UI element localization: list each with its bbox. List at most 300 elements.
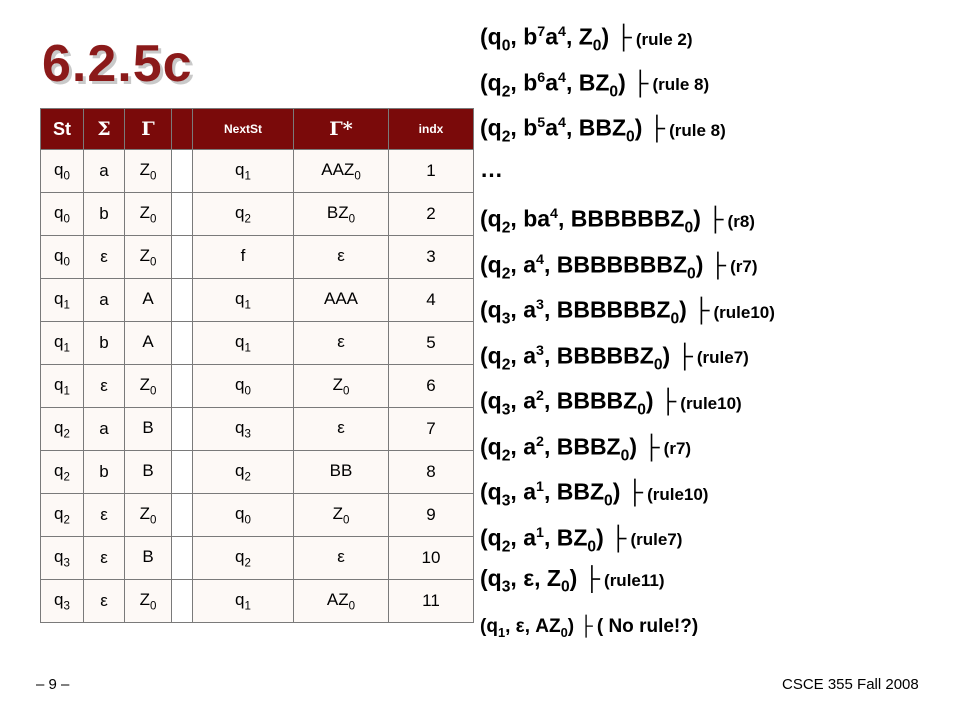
table-row bbox=[41, 408, 474, 451]
cell-next-state bbox=[193, 150, 294, 193]
step-rule-label: (rule7) bbox=[696, 348, 749, 368]
header-gamma: Γ bbox=[125, 109, 172, 150]
cell-stack-top bbox=[125, 537, 172, 580]
cell-state-text: q bbox=[54, 245, 64, 265]
cell-next-state bbox=[193, 580, 294, 623]
step-subscript: 0 bbox=[604, 492, 613, 510]
header-sigma: Σ bbox=[84, 109, 125, 150]
cell-state bbox=[41, 150, 84, 193]
step-rule-label: (rule10) bbox=[713, 302, 775, 322]
cell-index bbox=[389, 537, 474, 580]
cell-stack-top-subscript: 0 bbox=[149, 600, 157, 613]
cell-index bbox=[389, 193, 474, 236]
derivation-step bbox=[480, 556, 950, 602]
cell-state-subscript: 0 bbox=[63, 256, 70, 269]
cell-next-state bbox=[193, 451, 294, 494]
cell-input-symbol-text: ε bbox=[100, 376, 108, 395]
cell-state-text: q bbox=[54, 159, 64, 179]
cell-next-state-text: q bbox=[235, 503, 245, 523]
slide-title: 6.2.5c bbox=[42, 35, 193, 93]
cell-gap bbox=[172, 193, 193, 236]
cell-push-string-text: ε bbox=[337, 546, 345, 566]
step-rule-label: (r8) bbox=[727, 211, 755, 231]
header-index: indx bbox=[389, 109, 474, 150]
table-row bbox=[41, 150, 474, 193]
cell-stack-top-subscript: 0 bbox=[149, 256, 157, 269]
header-gamma-star: Γ* bbox=[294, 109, 389, 150]
step-text: (q bbox=[480, 205, 502, 232]
cell-state-text: q bbox=[54, 202, 64, 222]
cell-input-symbol bbox=[84, 494, 125, 537]
cell-next-state-text: q bbox=[235, 288, 245, 308]
cell-state bbox=[41, 451, 84, 494]
step-text: (q bbox=[480, 296, 502, 323]
step-text: , a bbox=[510, 524, 536, 551]
step-superscript: 1 bbox=[536, 479, 544, 495]
cell-push-string-text: ε bbox=[337, 417, 345, 437]
cell-input-symbol bbox=[84, 322, 125, 365]
cell-state bbox=[41, 580, 84, 623]
cell-input-symbol bbox=[84, 150, 125, 193]
cell-state-subscript: 1 bbox=[63, 342, 70, 355]
cell-push-string bbox=[294, 451, 389, 494]
cell-index-text: 6 bbox=[426, 376, 436, 395]
cell-stack-top bbox=[125, 236, 172, 279]
cell-input-symbol-text: a bbox=[99, 161, 109, 180]
step-text: (q bbox=[480, 524, 502, 551]
cell-stack-top-text: A bbox=[142, 331, 154, 351]
step-text: , BZ bbox=[543, 524, 588, 551]
step-text: , BZ bbox=[565, 69, 610, 96]
cell-state bbox=[41, 322, 84, 365]
step-rule-label: (r7) bbox=[730, 257, 758, 277]
step-text: , a bbox=[510, 296, 536, 323]
cell-push-string-text: BZ bbox=[326, 202, 349, 222]
cell-next-state-subscript: 1 bbox=[244, 342, 251, 355]
step-text: ) ├ bbox=[695, 251, 727, 278]
cell-state-text: q bbox=[54, 331, 64, 351]
step-subscript: 0 bbox=[687, 264, 696, 282]
step-text: , BBBBBZ bbox=[543, 342, 654, 369]
cell-state-text: q bbox=[54, 288, 64, 308]
cell-gap bbox=[172, 408, 193, 451]
step-subscript: 0 bbox=[626, 128, 635, 146]
cell-next-state-text: f bbox=[240, 245, 246, 265]
step-text: , BBBBBBZ bbox=[557, 205, 685, 232]
cell-next-state-subscript: 2 bbox=[244, 557, 251, 570]
cell-push-string bbox=[294, 494, 389, 537]
cell-stack-top-subscript: 0 bbox=[149, 385, 157, 398]
step-subscript: 0 bbox=[609, 82, 619, 100]
step-text: (q bbox=[480, 387, 502, 414]
step-subscript: 0 bbox=[670, 310, 680, 328]
cell-state-subscript: 2 bbox=[63, 471, 70, 484]
step-subscript: 0 bbox=[684, 219, 694, 237]
step-text: (q bbox=[480, 114, 502, 141]
cell-state bbox=[41, 193, 84, 236]
step-text: ) ├ bbox=[629, 433, 660, 460]
cell-next-state-subscript: 1 bbox=[244, 170, 251, 183]
step-text: , b bbox=[510, 23, 538, 50]
cell-index bbox=[389, 494, 474, 537]
header-state: St bbox=[41, 109, 84, 150]
step-superscript: 4 bbox=[558, 69, 566, 86]
derivation-step bbox=[480, 101, 950, 147]
cell-input-symbol-text: a bbox=[99, 290, 109, 309]
step-superscript: 7 bbox=[537, 24, 546, 40]
cell-push-string bbox=[294, 193, 389, 236]
cell-push-string-text: AAA bbox=[323, 288, 359, 308]
cell-state-text: q bbox=[54, 417, 64, 437]
step-superscript: 3 bbox=[536, 342, 544, 359]
cell-input-symbol-text: a bbox=[99, 419, 109, 438]
table-row bbox=[41, 451, 474, 494]
step-rule-label: ( No rule!?) bbox=[596, 615, 699, 637]
step-subscript: 0 bbox=[560, 624, 568, 640]
cell-state bbox=[41, 494, 84, 537]
cell-next-state-text: q bbox=[235, 460, 245, 480]
derivation-step bbox=[480, 56, 950, 102]
header-gap bbox=[172, 109, 193, 150]
step-subscript: 0 bbox=[560, 578, 570, 596]
step-subscript: 2 bbox=[501, 355, 511, 373]
step-text: ) ├ bbox=[612, 478, 644, 505]
step-superscript: 3 bbox=[536, 297, 544, 313]
cell-gap bbox=[172, 279, 193, 322]
derivation-step bbox=[480, 147, 950, 193]
cell-push-string bbox=[294, 408, 389, 451]
cell-index bbox=[389, 365, 474, 408]
step-text: , a bbox=[510, 342, 536, 369]
step-text: (q bbox=[480, 251, 502, 278]
cell-stack-top bbox=[125, 408, 172, 451]
step-text: (q bbox=[480, 615, 498, 637]
step-text: , a bbox=[510, 478, 536, 505]
step-text: , Z bbox=[565, 23, 593, 50]
step-subscript: 2 bbox=[501, 219, 511, 237]
cell-input-symbol bbox=[84, 408, 125, 451]
cell-state-subscript: 0 bbox=[63, 213, 70, 226]
cell-next-state-subscript: 0 bbox=[244, 514, 251, 527]
cell-state-subscript: 0 bbox=[63, 170, 70, 183]
step-superscript: 2 bbox=[536, 433, 544, 450]
step-text: (q bbox=[480, 433, 502, 460]
step-subscript: 0 bbox=[501, 37, 511, 55]
cell-stack-top-text: Z bbox=[139, 245, 150, 265]
cell-input-symbol-text: b bbox=[99, 333, 109, 352]
cell-next-state bbox=[193, 494, 294, 537]
cell-index-text: 3 bbox=[426, 247, 436, 266]
step-text: ) ├ bbox=[679, 296, 710, 323]
step-rule-label: (rule7) bbox=[630, 530, 683, 550]
cell-index bbox=[389, 451, 474, 494]
step-superscript: 2 bbox=[536, 388, 544, 404]
cell-push-string-subscript: 0 bbox=[354, 170, 361, 183]
step-subscript: 2 bbox=[501, 446, 511, 464]
cell-state bbox=[41, 279, 84, 322]
derivation-step bbox=[480, 420, 950, 466]
cell-next-state bbox=[193, 279, 294, 322]
step-text: ) ├ bbox=[569, 565, 601, 591]
table-row bbox=[41, 580, 474, 623]
step-subscript: 3 bbox=[501, 401, 511, 419]
cell-next-state bbox=[193, 236, 294, 279]
cell-stack-top bbox=[125, 365, 172, 408]
cell-next-state-text: q bbox=[235, 202, 245, 222]
cell-input-symbol-text: b bbox=[99, 204, 109, 223]
cell-state-subscript: 2 bbox=[63, 514, 70, 527]
step-text: a bbox=[545, 114, 558, 141]
cell-next-state-subscript: 3 bbox=[244, 428, 251, 441]
cell-gap bbox=[172, 537, 193, 580]
cell-next-state-text: q bbox=[235, 331, 245, 351]
cell-push-string-subscript: 0 bbox=[342, 514, 350, 527]
step-superscript: 5 bbox=[537, 115, 546, 131]
step-text: ) ├ bbox=[601, 23, 632, 50]
step-text: , b bbox=[510, 69, 538, 96]
cell-next-state-subscript: 0 bbox=[244, 385, 251, 398]
cell-index-text: 11 bbox=[422, 591, 440, 610]
cell-stack-top-text: A bbox=[142, 288, 154, 308]
step-text: , a bbox=[510, 387, 536, 414]
cell-index-text: 8 bbox=[426, 462, 436, 481]
cell-index bbox=[389, 408, 474, 451]
table-row bbox=[41, 236, 474, 279]
cell-input-symbol-text: b bbox=[99, 462, 109, 481]
cell-gap bbox=[172, 580, 193, 623]
cell-stack-top bbox=[125, 322, 172, 365]
table-body bbox=[41, 150, 474, 623]
cell-index bbox=[389, 150, 474, 193]
table-row bbox=[41, 322, 474, 365]
cell-next-state bbox=[193, 537, 294, 580]
table-row bbox=[41, 537, 474, 580]
step-subscript: 3 bbox=[501, 310, 511, 328]
cell-next-state-text: q bbox=[235, 589, 245, 609]
cell-state bbox=[41, 236, 84, 279]
step-rule-label: (rule 2) bbox=[635, 29, 693, 49]
cell-push-string bbox=[294, 365, 389, 408]
cell-index-text: 10 bbox=[421, 548, 441, 567]
cell-input-symbol bbox=[84, 537, 125, 580]
cell-next-state-text: q bbox=[235, 159, 245, 179]
derivation-step bbox=[480, 283, 950, 329]
step-subscript: 1 bbox=[497, 624, 506, 640]
cell-push-string-text: AZ bbox=[326, 589, 349, 609]
step-text: … bbox=[480, 155, 503, 182]
cell-input-symbol bbox=[84, 580, 125, 623]
step-subscript: 0 bbox=[592, 37, 602, 55]
cell-input-symbol bbox=[84, 451, 125, 494]
step-superscript: 4 bbox=[558, 115, 566, 131]
step-text: (q bbox=[480, 23, 502, 50]
cell-next-state-subscript: 2 bbox=[244, 471, 251, 484]
cell-gap bbox=[172, 494, 193, 537]
transition-table bbox=[40, 108, 474, 623]
cell-stack-top-subscript: 0 bbox=[149, 514, 157, 527]
cell-next-state-text: q bbox=[235, 417, 245, 437]
step-text: (q bbox=[480, 69, 502, 96]
cell-next-state-subscript: 1 bbox=[244, 600, 251, 613]
step-text: , BBBZ bbox=[543, 433, 621, 460]
cell-input-symbol-text: ε bbox=[100, 591, 108, 610]
cell-index bbox=[389, 580, 474, 623]
step-text: , BBBBBBZ bbox=[543, 296, 671, 323]
step-subscript: 2 bbox=[501, 82, 511, 100]
cell-stack-top-text: B bbox=[142, 546, 154, 566]
step-text: a bbox=[545, 69, 558, 96]
derivation-step bbox=[480, 374, 950, 420]
step-subscript: 0 bbox=[587, 537, 597, 555]
cell-state-text: q bbox=[54, 546, 64, 566]
cell-input-symbol bbox=[84, 279, 125, 322]
cell-index bbox=[389, 236, 474, 279]
cell-gap bbox=[172, 451, 193, 494]
step-subscript: 3 bbox=[501, 578, 511, 596]
cell-stack-top-text: B bbox=[142, 417, 154, 437]
table-row bbox=[41, 193, 474, 236]
step-text: , ba bbox=[510, 205, 551, 232]
step-text: , a bbox=[510, 251, 536, 278]
step-text: ) ├ bbox=[618, 69, 649, 96]
cell-next-state bbox=[193, 193, 294, 236]
step-text: , Z bbox=[534, 565, 561, 591]
cell-stack-top-text: Z bbox=[139, 589, 150, 609]
step-superscript: 6 bbox=[537, 69, 546, 86]
step-text: , BBZ bbox=[565, 114, 626, 141]
cell-push-string-subscript: 0 bbox=[348, 600, 356, 613]
step-subscript: 2 bbox=[501, 264, 511, 282]
cell-index-text: 1 bbox=[426, 161, 436, 180]
step-superscript: 1 bbox=[536, 524, 544, 541]
table-header-row bbox=[41, 109, 474, 150]
step-rule-label: (rule10) bbox=[647, 484, 709, 504]
step-text: ) ├ bbox=[693, 205, 724, 232]
table-row bbox=[41, 494, 474, 537]
cell-push-string-text: ε bbox=[337, 331, 345, 351]
cell-next-state-text: q bbox=[235, 546, 245, 566]
cell-next-state bbox=[193, 365, 294, 408]
step-text: (q bbox=[480, 478, 502, 505]
step-text: , ε bbox=[505, 615, 525, 637]
cell-gap bbox=[172, 150, 193, 193]
derivation-step bbox=[480, 602, 950, 652]
cell-stack-top bbox=[125, 193, 172, 236]
step-subscript: 2 bbox=[501, 537, 511, 555]
cell-push-string-text: Z bbox=[332, 503, 343, 523]
cell-stack-top bbox=[125, 279, 172, 322]
cell-next-state-subscript: 1 bbox=[244, 299, 251, 312]
cell-next-state bbox=[193, 408, 294, 451]
derivation-sequence bbox=[480, 10, 950, 652]
step-text: , BBZ bbox=[543, 478, 604, 505]
cell-input-symbol-text: ε bbox=[100, 548, 108, 567]
step-text: , b bbox=[510, 114, 538, 141]
cell-stack-top-text: Z bbox=[139, 202, 150, 222]
step-text: ) ├ bbox=[596, 524, 627, 551]
cell-stack-top bbox=[125, 494, 172, 537]
cell-push-string-text: ε bbox=[337, 245, 345, 265]
cell-index-text: 5 bbox=[426, 333, 436, 352]
cell-push-string bbox=[294, 279, 389, 322]
derivation-step bbox=[480, 511, 950, 557]
step-rule-label: (rule 8) bbox=[669, 120, 726, 140]
cell-state-subscript: 3 bbox=[63, 600, 70, 613]
step-rule-label: (r7) bbox=[663, 439, 692, 459]
cell-input-symbol bbox=[84, 236, 125, 279]
step-text: , BBBBZ bbox=[543, 387, 638, 414]
derivation-step bbox=[480, 465, 950, 511]
header-next-state: NextSt bbox=[193, 109, 294, 150]
cell-stack-top bbox=[125, 451, 172, 494]
cell-push-string-subscript: 0 bbox=[342, 385, 350, 398]
derivation-step bbox=[480, 10, 950, 56]
course-label: CSCE 355 Fall 2008 bbox=[782, 676, 919, 693]
cell-index bbox=[389, 279, 474, 322]
step-superscript: 4 bbox=[536, 251, 544, 268]
step-rule-label: (rule10) bbox=[680, 393, 742, 413]
step-text: , BBBBBBBZ bbox=[543, 251, 688, 278]
cell-index-text: 2 bbox=[426, 204, 436, 223]
step-text: , ε bbox=[510, 565, 535, 591]
cell-stack-top bbox=[125, 580, 172, 623]
cell-state-subscript: 3 bbox=[63, 557, 70, 570]
derivation-step bbox=[480, 238, 950, 284]
step-text: (q bbox=[480, 342, 502, 369]
cell-push-string-text: Z bbox=[332, 374, 343, 394]
table-row bbox=[41, 279, 474, 322]
step-superscript: 4 bbox=[558, 24, 566, 40]
cell-state-subscript: 1 bbox=[63, 299, 70, 312]
cell-push-string bbox=[294, 236, 389, 279]
step-subscript: 0 bbox=[637, 401, 646, 419]
cell-stack-top-text: Z bbox=[139, 374, 150, 394]
cell-index-text: 7 bbox=[426, 419, 436, 438]
step-rule-label: (rule11) bbox=[604, 571, 665, 590]
cell-state-subscript: 1 bbox=[63, 385, 70, 398]
cell-next-state-subscript: 2 bbox=[244, 213, 251, 226]
cell-index-text: 9 bbox=[426, 505, 436, 524]
cell-input-symbol-text: ε bbox=[100, 505, 108, 524]
cell-stack-top-text: Z bbox=[139, 159, 150, 179]
cell-push-string bbox=[294, 580, 389, 623]
cell-push-string bbox=[294, 322, 389, 365]
step-text: , a bbox=[510, 433, 536, 460]
cell-state-text: q bbox=[54, 589, 64, 609]
cell-stack-top-text: Z bbox=[139, 503, 150, 523]
cell-stack-top-subscript: 0 bbox=[149, 170, 157, 183]
cell-push-string bbox=[294, 537, 389, 580]
step-subscript: 3 bbox=[501, 492, 511, 510]
step-text: ) ├ bbox=[645, 387, 677, 414]
step-text: ) ├ bbox=[634, 114, 666, 141]
page-number: – 9 – bbox=[36, 676, 70, 693]
cell-stack-top bbox=[125, 150, 172, 193]
cell-push-string-subscript: 0 bbox=[348, 213, 356, 226]
cell-input-symbol bbox=[84, 365, 125, 408]
cell-state bbox=[41, 365, 84, 408]
cell-state bbox=[41, 408, 84, 451]
step-rule-label: (rule 8) bbox=[652, 75, 710, 95]
step-subscript: 2 bbox=[501, 128, 511, 146]
step-superscript: 4 bbox=[550, 206, 558, 222]
cell-state bbox=[41, 537, 84, 580]
step-text: ) ├ bbox=[567, 615, 593, 637]
cell-gap bbox=[172, 322, 193, 365]
cell-push-string-text: AAZ bbox=[321, 159, 355, 179]
step-subscript: 0 bbox=[620, 446, 630, 464]
cell-state-text: q bbox=[54, 460, 64, 480]
